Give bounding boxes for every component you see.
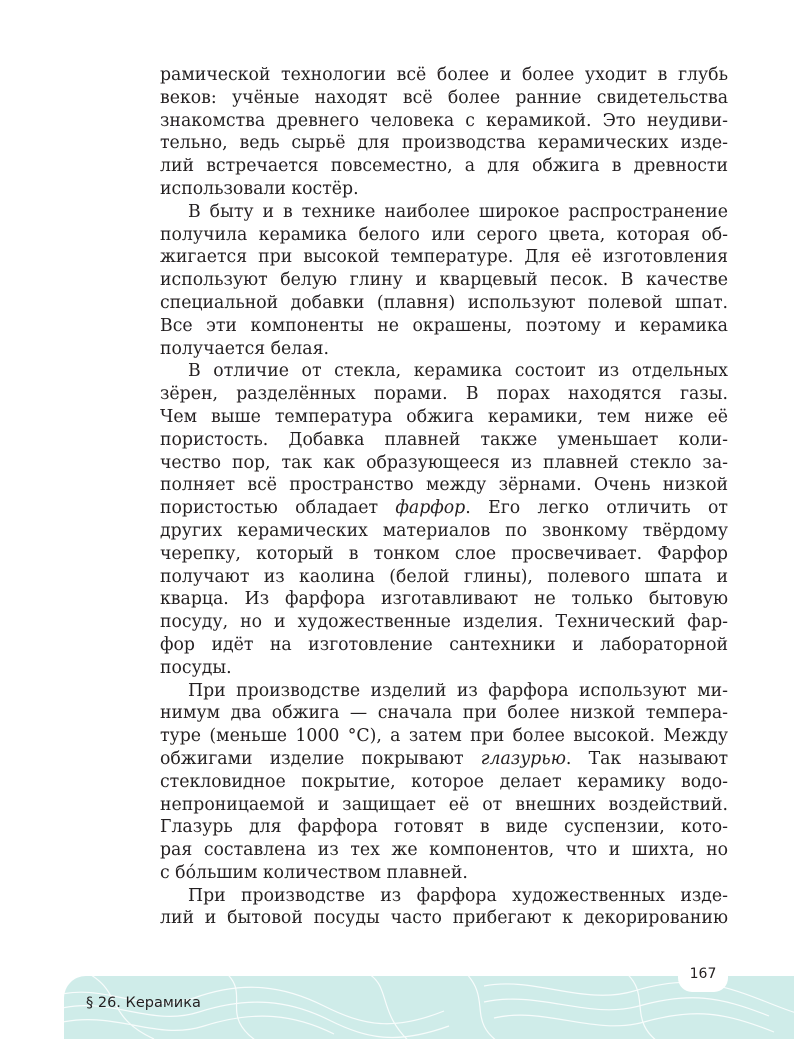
page-number: 167	[689, 966, 717, 982]
text-line: использовали костёр.	[160, 178, 359, 199]
text-line	[160, 497, 728, 520]
text-line: Глазурь для фарфора готовят в виде суспензии, кото-	[160, 817, 728, 838]
text-line: с бóльшим количеством плавней.	[160, 862, 468, 883]
text-line: полняет всё пространство между зёрнами. Очень низкой	[160, 475, 728, 496]
text-line: непроницаемой и защищает её от внешних воздействий.	[160, 794, 728, 815]
text-line: пористость. Добавка плавней также уменьшает коли-	[160, 429, 728, 450]
text-line: получают из каолина (белой глины), полевого шпата и	[160, 566, 728, 587]
text-line: туре (меньше 1000 °C), а затем при более высокой. Между	[160, 726, 728, 747]
text-line: знакомства древнего человека с керамикой. Это неудиви-	[160, 110, 728, 131]
term-glaze: глазурью	[480, 748, 566, 769]
text-line: рая составлена из тех же компонентов, что и шихта, но	[160, 840, 728, 861]
text-line: черепку, который в тонком слое просвечивает. Фарфор	[160, 543, 728, 564]
text-line: посуду, но и художественные изделия. Технический фар-	[160, 612, 728, 633]
text-line: кварца. Из фарфора изготавливают не только бытовую	[160, 589, 728, 610]
text-fragment: обжигами изделие покрывают	[160, 748, 481, 769]
text-line: При производстве из фарфора художественных изде-	[188, 885, 728, 906]
text-line: нимум два обжига — сначала при более низкой темпера-	[160, 703, 728, 724]
text-line: фор идёт на изготовление сантехники и лабораторной	[160, 634, 728, 655]
text-fragment: . Так называют	[565, 748, 728, 769]
text-fragment: пористостью обладает	[160, 498, 396, 519]
text-line: получила керамика белого или серого цвета, которая об-	[160, 224, 728, 245]
text-line: Чем выше температура обжига керамики, тем ниже её	[160, 406, 728, 427]
section-title: § 26. Керамика	[86, 995, 201, 1011]
text-line: посуды.	[160, 657, 232, 678]
text-line: В отличие от стекла, керамика состоит из отдельных	[188, 361, 728, 382]
main-text	[160, 64, 728, 930]
text-line: рамической технологии всё более и более уходит в глубь	[160, 65, 728, 85]
text-line: тельно, ведь сырьё для производства керамических изде-	[160, 133, 728, 154]
text-line: стекловидное покрытие, которое делает керамику водо-	[160, 771, 728, 792]
text-fragment: . Его легко отличить от	[465, 498, 728, 519]
text-line: чество пор, так как образующееся из плавней стекло за-	[160, 452, 728, 473]
text-line: При производстве изделий из фарфора используют ми-	[188, 680, 728, 701]
text-line: получается белая.	[160, 338, 329, 359]
text-line: лий и бытовой посуды часто прибегают к декорированию	[160, 908, 728, 929]
text-line: веков: учёные находят всё более ранние свидетельства	[160, 87, 728, 108]
text-line	[160, 748, 728, 771]
text-line: других керамических материалов по звонкому твёрдому	[160, 520, 728, 541]
text-line: жигается при высокой температуре. Для её изготовления	[160, 247, 728, 268]
term-porcelain: фарфор	[395, 498, 466, 519]
text-line: Все эти компоненты не окрашены, поэтому и керамика	[160, 315, 728, 336]
text-line: зёрен, разделённых порами. В порах находятся газы.	[160, 384, 728, 405]
text-line: лий встречается повсеместно, а для обжига в древности	[160, 156, 728, 177]
text-line: В быту и в технике наиболее широкое распространение	[188, 201, 728, 222]
text-line: используют белую глину и кварцевый песок. В качестве	[160, 270, 728, 291]
text-line: специальной добавки (плавня) используют полевой шпат.	[160, 292, 728, 313]
